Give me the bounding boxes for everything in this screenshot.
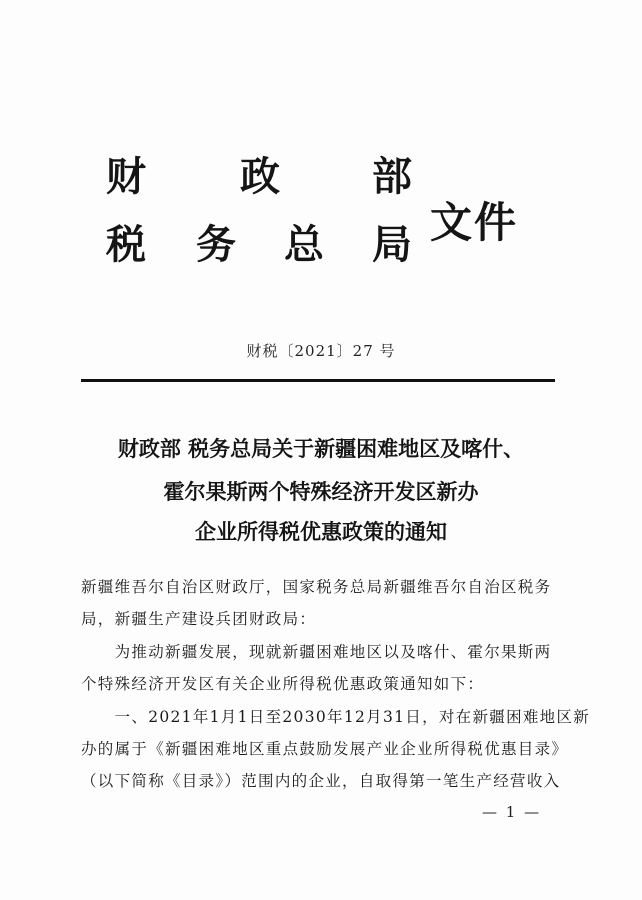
notice-title-line-1: 财政部 税务总局关于新疆困难地区及喀什、 — [117, 437, 525, 461]
header-divider — [81, 379, 555, 382]
issuer-char: 政 — [240, 154, 280, 200]
issuer-char: 局 — [372, 222, 412, 268]
issuer-char: 总 — [284, 222, 324, 268]
page-number: — 1 — — [482, 803, 542, 821]
notice-title-line-2: 霍尔果斯两个特殊经济开发区新办 — [163, 480, 479, 504]
notice-title-line-3: 企业所得税优惠政策的通知 — [195, 520, 447, 544]
document-number: 财税〔2021〕27 号 — [246, 342, 396, 360]
issuer-line-ministry-of-finance — [0, 154, 642, 205]
issuer-char: 部 — [372, 154, 412, 200]
body-line: 办的属于《新疆困难地区重点鼓励发展产业企业所得税优惠目录》 — [81, 740, 569, 758]
body-line: 个特殊经济开发区有关企业所得税优惠政策通知如下： — [81, 675, 485, 693]
body-line: 一、2021年1月1日至2030年12月31日，对在新疆困难地区新 — [81, 708, 591, 726]
body-line: 为推动新疆发展，现就新疆困难地区以及喀什、霍尔果斯两 — [81, 643, 552, 661]
document-type-label: 文件 — [430, 198, 519, 247]
issuer-char: 务 — [196, 222, 236, 268]
issuer-char: 财 — [106, 154, 146, 200]
body-line: 局，新疆生产建设兵团财政局： — [81, 610, 317, 628]
body-line: （以下简称《目录》）范围内的企业，自取得第一笔生产经营收入 — [81, 772, 561, 790]
body-line: 新疆维吾尔自治区财政厅，国家税务总局新疆维吾尔自治区税务 — [81, 578, 552, 596]
issuer-char: 税 — [106, 222, 146, 268]
